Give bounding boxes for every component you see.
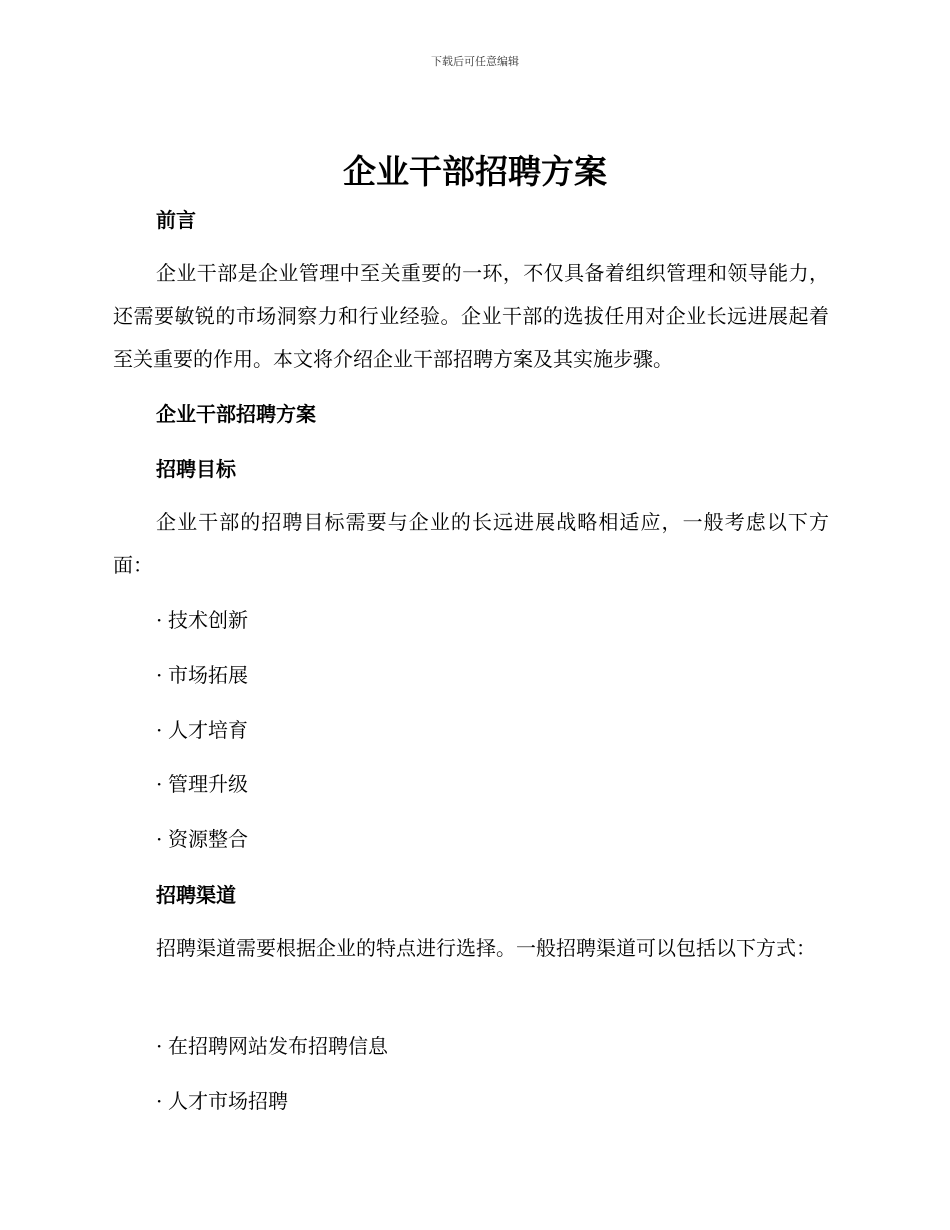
list-item-goal — [156, 606, 248, 634]
preface-heading: 前言 — [156, 208, 196, 232]
list-item-goal — [156, 825, 248, 853]
list-item-goal — [156, 770, 248, 798]
list-item-label: 人才培育 — [168, 718, 248, 742]
list-item-goal — [156, 716, 248, 744]
bullet-icon: · — [156, 772, 163, 796]
document-title: 企业干部招聘方案 — [343, 152, 607, 191]
bullet-icon: · — [156, 718, 163, 742]
list-item-label: 市场拓展 — [168, 663, 248, 687]
channels-paragraph: 招聘渠道需要根据企业的特点进行选择。一般招聘渠道可以包括以下方式： — [156, 936, 816, 960]
preface-paragraph: 企业干部是企业管理中至关重要的一环，不仅具备着组织管理和领导能力，还需要敏锐的市场洞察力和行业经验。企业干部的选拔任用对企业长远进展起着至关重要的作用。本文将介绍企业干部招聘方案及其实施步骤。 — [113, 261, 829, 371]
list-item-channel — [156, 1087, 288, 1115]
list-item-label: 在招聘网站发布招聘信息 — [168, 1034, 388, 1058]
bullet-icon: · — [156, 1034, 163, 1058]
list-item-goal — [156, 661, 248, 689]
bullet-icon: · — [156, 663, 163, 687]
bullet-icon: · — [156, 608, 163, 632]
channels-heading: 招聘渠道 — [156, 883, 236, 907]
section-heading: 企业干部招聘方案 — [156, 402, 316, 426]
page-header-note: 下载后可任意编辑 — [431, 55, 519, 68]
bullet-icon: · — [156, 827, 163, 851]
list-item-channel — [156, 1032, 388, 1060]
list-item-label: 管理升级 — [168, 772, 248, 796]
bullet-icon: · — [156, 1089, 163, 1113]
goals-heading: 招聘目标 — [156, 457, 236, 481]
list-item-label: 技术创新 — [168, 608, 248, 632]
list-item-label: 资源整合 — [168, 827, 248, 851]
list-item-label: 人才市场招聘 — [168, 1089, 288, 1113]
goals-paragraph: 企业干部的招聘目标需要与企业的长远进展战略相适应，一般考虑以下方面： — [113, 510, 829, 577]
